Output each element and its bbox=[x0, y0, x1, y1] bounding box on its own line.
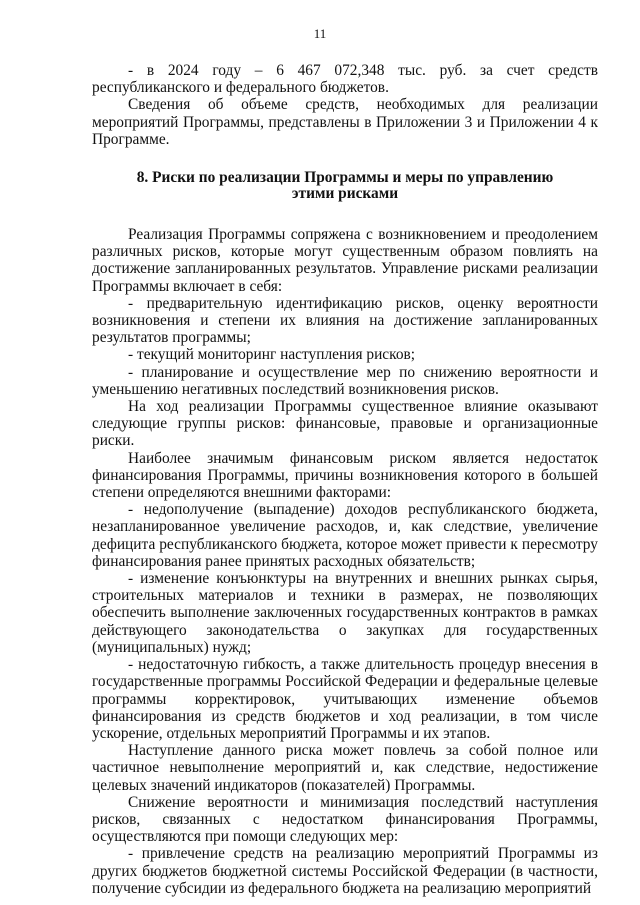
paragraph: Снижение вероятности и минимизация последствий наступления рисков, связанных с недостатком финансирования Программы, осуществляются при помощи следующих мер: bbox=[92, 793, 598, 846]
page-number: 11 bbox=[313, 26, 327, 41]
section-heading bbox=[92, 170, 598, 202]
section-heading-line1: 8. Риски по реализации Программы и меры по управлению bbox=[136, 169, 554, 187]
list-item: - недополучение (выпадение) доходов республиканского бюджета, незапланированное увеличение расходов, и, как следствие, увеличение дефицита республиканского бюджета, которое может привести к пересмотру финансирования ранее принятых расходных обязательств; bbox=[92, 501, 598, 570]
list-item: - планирование и осуществление мер по снижению вероятности и уменьшению негативных последствий возникновения рисков. bbox=[92, 363, 598, 398]
paragraph: Наступление данного риска может повлечь за собой полное или частичное невыполнение мероприятий и, как следствие, недостижение целевых значений индикаторов (показателей) Программы. bbox=[92, 742, 598, 794]
list-item: - предварительную идентификацию рисков, оценку вероятности возникновения и степени их влияния на достижение запланированных результатов программы; bbox=[92, 294, 598, 347]
paragraph: Наиболее значимым финансовым риском является недостаток финансирования Программы, причины возникновения которого в большей степени определяются внешними факторами: bbox=[92, 449, 598, 502]
list-item: - привлечение средств на реализацию мероприятий Программы из других бюджетов бюджетной системы Российской Федерации (в частности, получение субсидии из федерального бюджета на реализацию мероприятий bbox=[92, 845, 598, 897]
list-item: - текущий мониторинг наступления рисков; bbox=[128, 346, 416, 364]
list-item: - недостаточную гибкость, а также длительность процедур внесения в государственные программы Российской Федерации и федеральные целевые программы корректировок, учитывающих изменение объемов финансирования из средств бюджетов и ход реализации, в том числе ускорение, отдельных мероприятий Программы и их этапов. bbox=[92, 656, 598, 742]
paragraph-budget-2024: - в 2024 году – 6 467 072,348 тыс. руб. за счет средств республиканского и федерального бюджетов. bbox=[92, 62, 598, 97]
document-body bbox=[92, 62, 598, 897]
list-item: - изменение конъюнктуры на внутренних и внешних рынках сырья, строительных материалов и техники в размерах, не позволяющих обеспечить выполнение заключенных государственных контрактов в рамках действующего законодательства о закупках для государственных (муниципальных) нужд; bbox=[92, 570, 598, 656]
paragraph: Реализация Программы сопряжена с возникновением и преодолением различных рисков, которые могут существенным образом повлиять на достижение запланированных результатов. Управление рисками реализации Программы включает в себя: bbox=[92, 226, 598, 295]
section-heading-line2: этими рисками bbox=[291, 185, 399, 203]
paragraph-funding-info: Сведения об объеме средств, необходимых для реализации мероприятий Программы, представлены в Приложении 3 и Приложении 4 к Программе. bbox=[92, 96, 598, 148]
paragraph: На ход реализации Программы существенное влияние оказывают следующие группы рисков: финансовые, правовые и организационные риски. bbox=[92, 398, 598, 450]
